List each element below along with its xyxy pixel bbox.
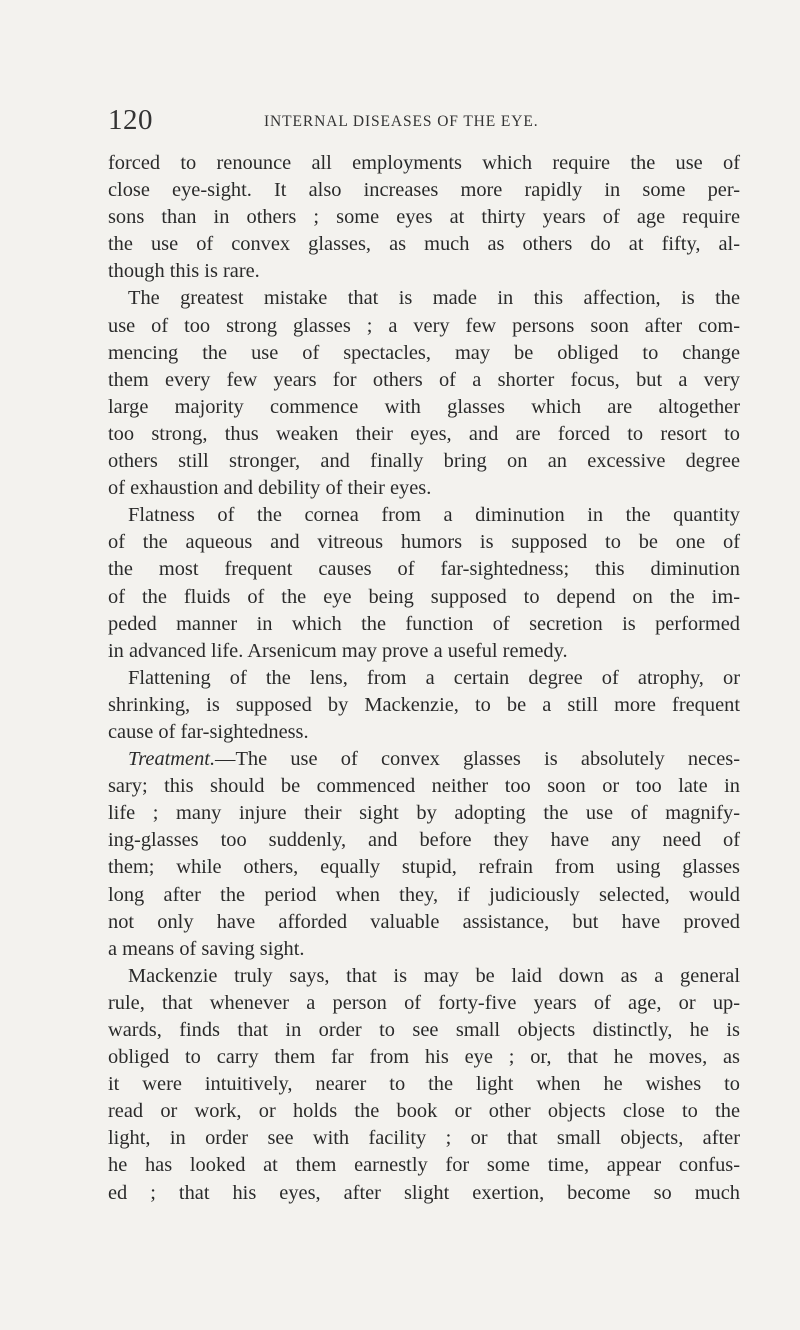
text-line: not only have afforded valuable assistance, but have proved <box>108 910 740 933</box>
text-line: in advanced life. Arsenicum may prove a useful remedy. <box>108 639 568 662</box>
text-line: cause of far-sightedness. <box>108 720 309 743</box>
text-line: of the aqueous and vitreous humors is supposed to be one of <box>108 531 740 554</box>
text-line: rule, that whenever a person of forty-five years of age, or up- <box>108 991 740 1014</box>
body-text <box>108 150 740 1207</box>
text-line: them; while others, equally stupid, refrain from using glasses <box>108 856 740 879</box>
text-line: of exhaustion and debility of their eyes. <box>108 477 432 500</box>
text-line <box>108 746 740 773</box>
text-line: light, in order see with facility ; or that small objects, after <box>108 1127 740 1150</box>
text-line: others still stronger, and finally bring on an excessive degree <box>108 450 740 473</box>
text-line: large majority commence with glasses which are altogether <box>108 395 740 418</box>
text-line: obliged to carry them far from his eye ; or, that he moves, as <box>108 1046 740 1069</box>
treatment-text: —The use of convex glasses is absolutely neces- <box>215 748 740 771</box>
text-line: Flattening of the lens, from a certain degree of atrophy, or <box>128 666 740 689</box>
text-line: long after the period when they, if judiciously selected, would <box>108 883 740 906</box>
text-line: ed ; that his eyes, after slight exertion, become so much <box>108 1181 740 1204</box>
text-line: them every few years for others of a shorter focus, but a very <box>108 368 740 391</box>
text-line: peded manner in which the function of secretion is performed <box>108 612 740 635</box>
text-line: he has looked at them earnestly for some time, appear confus- <box>108 1154 740 1177</box>
text-line: though this is rare. <box>108 260 260 283</box>
text-line: too strong, thus weaken their eyes, and are forced to resort to <box>108 422 740 445</box>
running-head-title: INTERNAL DISEASES OF THE EYE. <box>264 113 539 130</box>
treatment-heading: Treatment. <box>128 748 216 771</box>
text-line: Flatness of the cornea from a diminution in the quantity <box>128 504 740 527</box>
text-line: wards, finds that in order to see small objects distinctly, he is <box>108 1019 740 1041</box>
text-line: life ; many injure their sight by adopting the use of magnify- <box>108 802 740 825</box>
text-line: mencing the use of spectacles, may be obliged to change <box>108 341 740 364</box>
text-line: it were intuitively, nearer to the light when he wishes to <box>108 1073 740 1096</box>
text-line: The greatest mistake that is made in this affection, is the <box>128 287 740 310</box>
text-line: shrinking, is supposed by Mackenzie, to be a still more frequent <box>108 693 740 716</box>
text-line: use of too strong glasses ; a very few persons soon after com- <box>108 314 740 337</box>
running-head <box>108 104 740 138</box>
text-line: Mackenzie truly says, that is may be laid down as a general <box>128 964 740 987</box>
text-line: sary; this should be commenced neither too soon or too late in <box>108 775 740 798</box>
text-line: forced to renounce all employments which require the use of <box>108 152 740 174</box>
text-line: of the fluids of the eye being supposed to depend on the im- <box>108 585 740 608</box>
text-line: read or work, or holds the book or other objects close to the <box>108 1100 740 1123</box>
text-line: a means of saving sight. <box>108 937 305 960</box>
text-line: the most frequent causes of far-sightedness; this diminution <box>108 558 740 581</box>
page-number: 120 <box>108 104 153 136</box>
text-line: sons than in others ; some eyes at thirty years of age require <box>108 206 740 229</box>
text-line: close eye-sight. It also increases more rapidly in some per- <box>108 179 740 202</box>
text-line: the use of convex glasses, as much as others do at fifty, al- <box>108 233 740 256</box>
text-line: ing-glasses too suddenly, and before they have any need of <box>108 829 740 852</box>
